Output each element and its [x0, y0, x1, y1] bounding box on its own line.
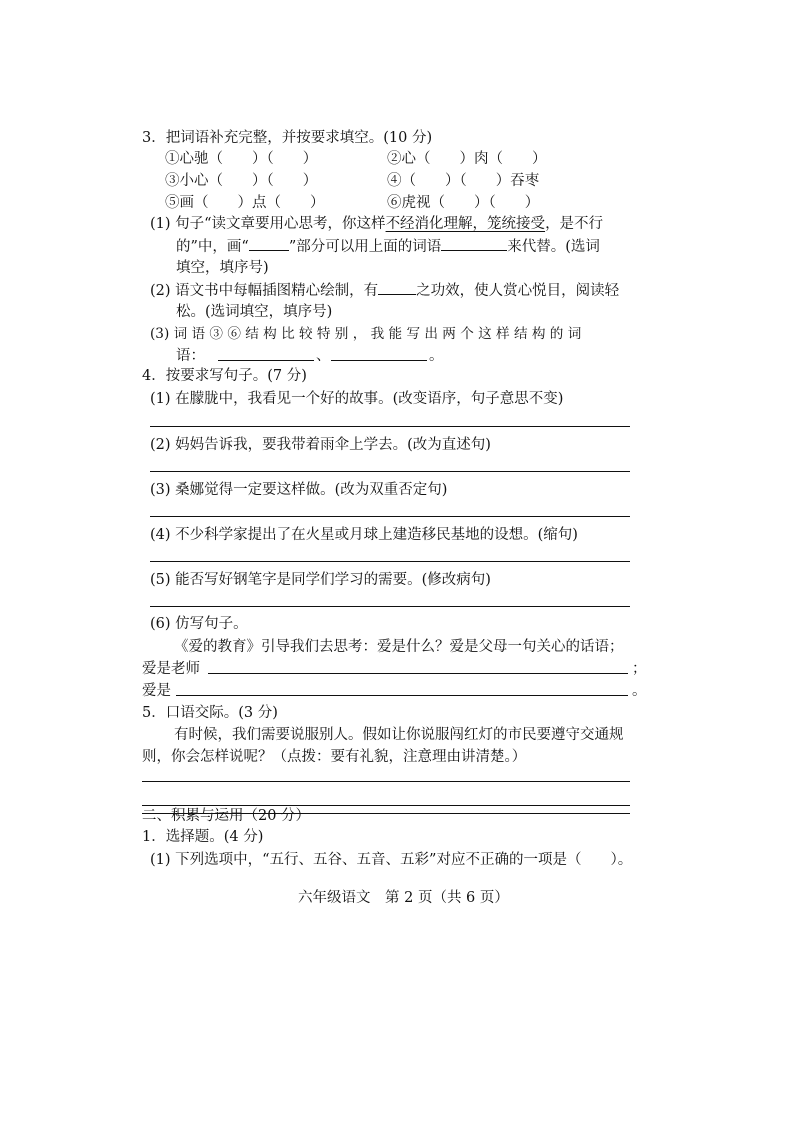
q3-sub3-end: 。	[429, 348, 444, 364]
q4-item-6-line2-end: 。	[632, 683, 647, 699]
q3-word-4: ④（ ）（ ）吞枣	[387, 173, 540, 189]
answer-line[interactable]	[150, 426, 630, 427]
q3-word-1: ①心驰（ ）（ ）	[165, 151, 318, 167]
q4-item-6-text: 《爱的教育》引导我们去思考：爱是什么？爱是父母一句关心的话语；	[174, 639, 624, 655]
underlined-phrase: 不经消化理解，笼统接受	[385, 216, 546, 232]
q3-sub3-line1: (3) 词 语 ③ ⑥ 结 构 比 较 特 别 ， 我 能 写 出 两 个 这 样 结 构 的 词	[150, 326, 582, 342]
q5-paragraph-2: 则，你会怎样说呢？（点拨：要有礼貌，注意理由讲清楚。）	[142, 749, 527, 765]
q3-word-5: ⑤画（ ）点（ ）	[165, 195, 325, 211]
answer-line[interactable]	[150, 516, 630, 517]
q4-item-3: (3) 桑娜觉得一定要这样做。(改为双重否定句)	[150, 482, 448, 498]
answer-line[interactable]	[176, 695, 628, 696]
q3-sub2-line2: 松。(选词填空，填序号)	[176, 304, 333, 320]
q4-item-4: (4) 不少科学家提出了在火星或月球上建造移民基地的设想。(缩句)	[150, 527, 578, 543]
q5-paragraph-1: 有时候，我们需要说服别人。假如让你说服闯红灯的市民要遵守交通规	[174, 727, 624, 743]
answer-blank[interactable]	[331, 360, 427, 361]
q3-word-6: ⑥虎视（ ）（ ）	[387, 195, 540, 211]
q4-item-2: (2) 妈妈告诉我，要我带着雨伞上学去。(改为直述句)	[150, 437, 491, 453]
q3-sub1-line2: 的”中，画“ ”部分可以用上面的词语 来代替。(选词	[176, 236, 600, 257]
section-2-q1-title: 1．选择题。(4 分)	[142, 829, 264, 845]
q3-sub3-line2: 语：	[176, 348, 205, 364]
answer-line[interactable]	[142, 781, 630, 782]
section-2-q1-item-1: (1) 下列选项中，“五行、五谷、五音、五彩”对应不正确的一项是（ ）。	[150, 852, 633, 868]
q4-item-6-line2: 爱是	[142, 683, 171, 699]
answer-line[interactable]	[208, 673, 628, 674]
q3-word-2: ②心（ ）肉（ ）	[387, 151, 547, 167]
answer-line[interactable]	[150, 606, 630, 607]
answer-blank[interactable]	[441, 236, 507, 251]
answer-line[interactable]	[150, 471, 630, 472]
q3-sub3-sep: 、	[316, 348, 331, 364]
answer-blank[interactable]	[218, 360, 314, 361]
q4-title: 4．按要求写句子。(7 分)	[142, 368, 307, 384]
page-footer: 六年级语文 第 2 页（共 6 页）	[298, 890, 509, 906]
q3-sub2-line1: (2) 语文书中每幅插图精心绘制，有 之功效，使人赏心悦目，阅读轻	[150, 280, 619, 301]
q5-title: 5．口语交际。(3 分)	[142, 705, 278, 721]
q4-item-6: (6) 仿写句子。	[150, 616, 248, 632]
q4-item-6-line1-end: ；	[632, 661, 647, 677]
q4-item-5: (5) 能否写好钢笔字是同学们学习的需要。(修改病句)	[150, 572, 491, 588]
q3-word-3: ③小心（ ）（ ）	[165, 173, 318, 189]
q3-sub1-line1: (1) 句子“读文章要用心思考，你这样不经消化理解，笼统接受，是不行	[150, 216, 604, 232]
q4-item-1: (1) 在朦胧中，我看见一个好的故事。(改变语序，句子意思不变)	[150, 391, 564, 407]
q3-title: 3．把词语补充完整，并按要求填空。(10 分)	[142, 130, 433, 146]
q4-item-6-line1: 爱是老师	[142, 661, 200, 677]
answer-blank[interactable]	[249, 236, 289, 251]
answer-blank[interactable]	[378, 280, 416, 295]
section-2-title: 二、积累与运用（20 分）	[142, 808, 311, 824]
q3-sub1-line3: 填空，填序号)	[176, 260, 269, 276]
answer-line[interactable]	[150, 561, 630, 562]
